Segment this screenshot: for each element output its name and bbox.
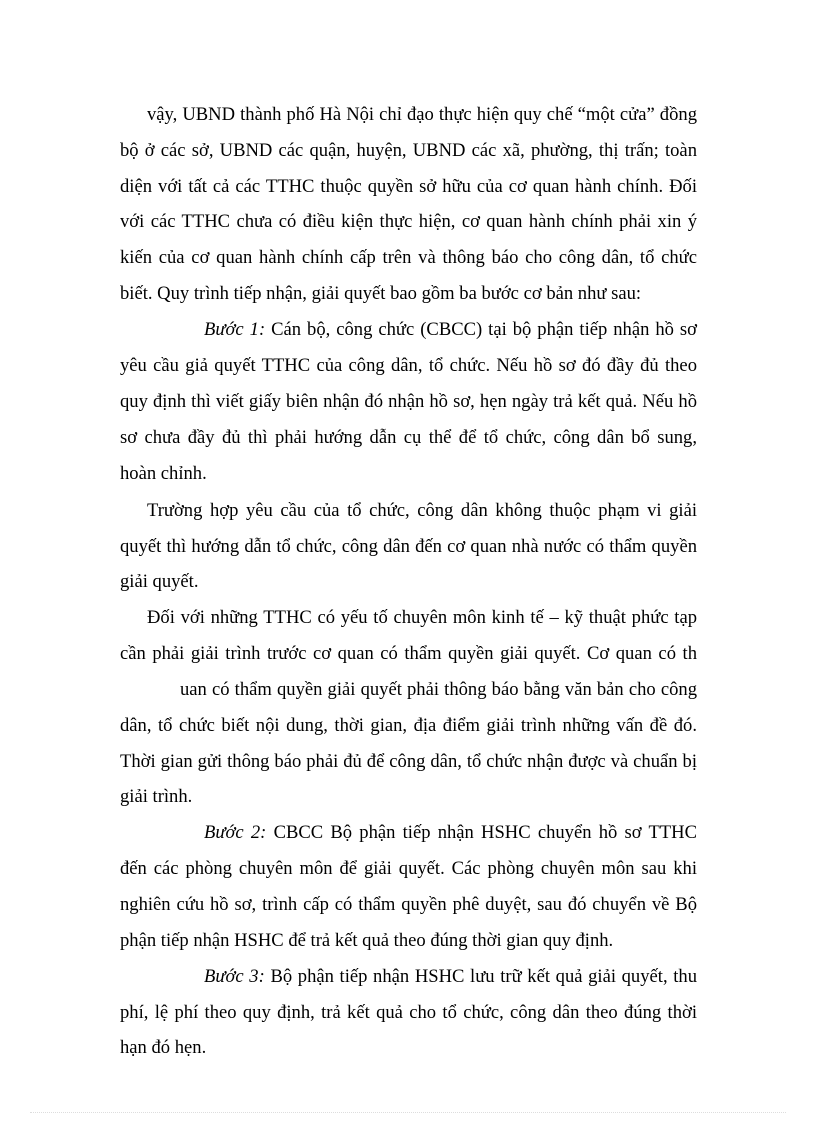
page-bottom-divider [30,1112,786,1113]
text-line: hạn đó hẹn. [120,1037,207,1058]
text-line: vậy, UBND thành phố Hà Nội chỉ đạo thực hiện quy chế “một cửa” đồng [147,104,697,125]
text-line: dân, tổ chức biết nội dung, thời gian, địa điểm giải trình những vấn đề đó. [120,715,697,736]
text-line: bộ ở các sở, UBND các quận, huyện, UBND các xã, phường, thị trấn; toàn [120,140,697,161]
text-line: kiến của cơ quan hành chính cấp trên và thông báo cho công dân, tổ chức [120,247,697,268]
text-line: giải trình. [120,786,193,807]
text-line: hoàn chỉnh. [120,463,207,484]
text-line: yêu cầu giả quyết TTHC của công dân, tổ chức. Nếu hồ sơ đó đầy đủ theo [120,355,697,376]
text-line: diện với tất cả các TTHC thuộc quyền sở hữu của cơ quan hành chính. Đối [120,176,697,197]
step-label: Bước 1: [204,319,266,340]
text-line: quyết thì hướng dẫn tổ chức, công dân đến cơ quan nhà nước có thẩm quyền [120,536,697,557]
text-line: uan có thẩm quyền giải quyết phải thông báo bằng văn bản cho công [180,679,697,700]
text-line: với các TTHC chưa có điều kiện thực hiện, cơ quan hành chính phải xin ý [120,211,697,232]
text-line: cần phải giải trình trước cơ quan có thẩm quyền giải quyết. Cơ quan có th [120,643,697,664]
text-span: CBCC Bộ phận tiếp nhận HSHC chuyển hồ sơ TTHC [273,822,697,843]
text-line: phí, lệ phí theo quy định, trả kết quả cho tổ chức, công dân theo đúng thời [120,1002,697,1023]
step-3-line [204,964,697,990]
text-line: giải quyết. [120,571,199,592]
text-line: đến các phòng chuyên môn để giải quyết. Các phòng chuyên môn sau khi [120,858,697,879]
text-span: Bộ phận tiếp nhận HSHC lưu trữ kết quả giải quyết, thu [270,966,697,987]
text-line: quy định thì viết giấy biên nhận đó nhận hồ sơ, hẹn ngày trả kết quả. Nếu hồ [120,391,697,412]
step-label: Bước 3: [204,966,265,987]
text-line: Trường hợp yêu cầu của tổ chức, công dân không thuộc phạm vi giải [147,500,697,521]
text-line: nghiên cứu hồ sơ, trình cấp có thẩm quyền phê duyệt, sau đó chuyển về Bộ [120,894,697,915]
text-line: sơ chưa đầy đủ thì phải hướng dẫn cụ thể để tổ chức, công dân bổ sung, [120,427,697,448]
step-2-line [204,820,697,846]
text-span: Cán bộ, công chức (CBCC) tại bộ phận tiếp nhận hồ sơ [271,319,698,340]
text-line: biết. Quy trình tiếp nhận, giải quyết bao gồm ba bước cơ bản như sau: [120,283,642,304]
text-line: phận tiếp nhận HSHC để trả kết quả theo đúng thời gian quy định. [120,930,614,951]
text-line: Thời gian gửi thông báo phải đủ để công dân, tổ chức nhận được và chuẩn bị [120,751,697,772]
step-label: Bước 2: [204,822,267,843]
text-line: Đối với những TTHC có yếu tố chuyên môn kinh tế – kỹ thuật phức tạp [147,607,697,628]
step-1-line [204,317,697,343]
